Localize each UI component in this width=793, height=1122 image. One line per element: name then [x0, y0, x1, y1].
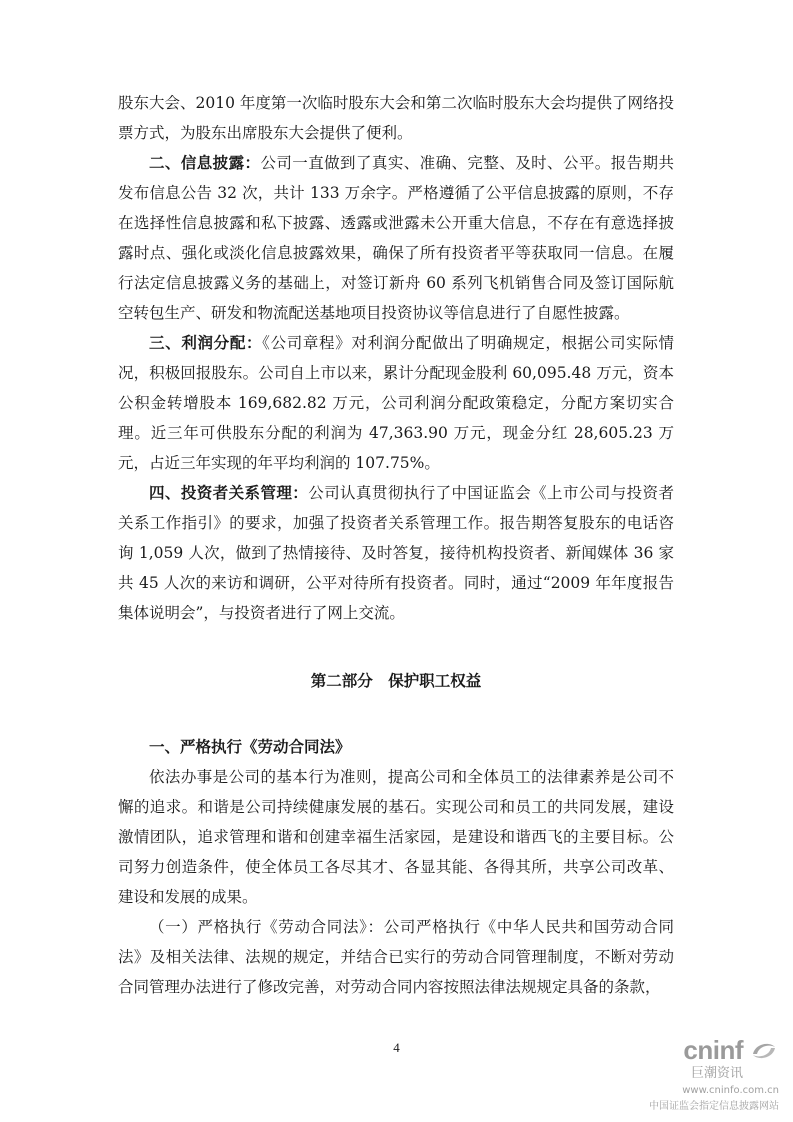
- text-disclosure: 公司一直做到了真实、准确、完整、及时、公平。报告期共发布信息公告 32 次，共计 133 万余字。严格遵循了公平信息披露的原则，不存在选择性信息披露和私下披露、透露或泄露未公开重大信息，不存在有意选择披露时点、强化或淡化信息披露效果，确保了所有投资者平等获取同一信息。在履行法定信息披露义务的基础上，对签订新舟 60 系列飞机销售合同及签订国际航空转包生产、研发和物流配送基地项目投资协议等信息进行了自愿性披露。: [118, 154, 674, 322]
- document-body: [118, 88, 674, 1002]
- paragraph-law: 依法办事是公司的基本行为准则，提高公司和全体员工的法律素养是公司不懈的追求。和谐是公司持续健康发展的基石。实现公司和员工的共同发展，建设激情团队，追求管理和谐和创建幸福生活家园，是建设和谐西飞的主要目标。公司努力创造条件，使全体员工各尽其才、各显其能、各得其所，共享公司改革、建设和发展的成果。: [118, 768, 674, 906]
- watermark-tagline: 中国证监会指定信息披露网站: [649, 1101, 779, 1112]
- heading-disclosure: 二、信息披露：: [149, 153, 261, 172]
- cninfo-watermark: [609, 1035, 779, 1112]
- sub-title: 一、严格执行《劳动合同法》: [149, 737, 351, 756]
- heading-profit: 三、利润分配：: [149, 333, 263, 352]
- text-investor: 公司认真贯彻执行了中国证监会《上市公司与投资者关系工作指引》的要求，加强了投资者关系管理工作。报告期答复股东的电话咨询 1,059 人次，做到了热情接待、及时答复，接待机构投资者、新闻媒体 36 家共 45 人次的来访和调研，公平对待所有投资者。同时，通过“2009 年年度报告集体说明会”，与投资者进行了网上交流。: [118, 484, 674, 622]
- watermark-brand-cn: 巨潮资讯: [690, 1066, 743, 1081]
- section-title: 第二部分 保护职工权益: [310, 671, 482, 690]
- paragraph-investor: [118, 478, 674, 628]
- heading-investor: 四、投资者关系管理：: [149, 483, 309, 502]
- paragraph-profit: [118, 328, 674, 478]
- paragraph-disclosure: [118, 148, 674, 328]
- watermark-brand: cninf: [683, 1035, 743, 1065]
- watermark-url: www.cninfo.com.cn: [682, 1085, 779, 1096]
- text-profit: 《公司章程》对利润分配做出了明确规定，根据公司实际情况，积极回报股东。公司自上市以来，累计分配现金股利 60,095.48 万元，资本公积金转增股本 169,682.82 万元，公司利润分配政策稳定，分配方案切实合理。近三年可供股东分配的利润为 47,363.90 万元，现金分红 28,605.23 万元，占近三年实现的年平均利润的 107.75%。: [118, 334, 674, 472]
- swirl-icon: [749, 1038, 779, 1064]
- page-number: 4: [393, 1040, 400, 1055]
- paragraph-voting: 股东大会、2010 年度第一次临时股东大会和第二次临时股东大会均提供了网络投票方式，为股东出席股东大会提供了便利。: [118, 94, 674, 142]
- paragraph-contract: （一）严格执行《劳动合同法》：公司严格执行《中华人民共和国劳动合同法》及相关法律、法规的规定，并结合已实行的劳动合同管理制度，不断对劳动合同管理办法进行了修改完善，对劳动合同内容按照法律法规规定具备的条款，: [118, 918, 674, 996]
